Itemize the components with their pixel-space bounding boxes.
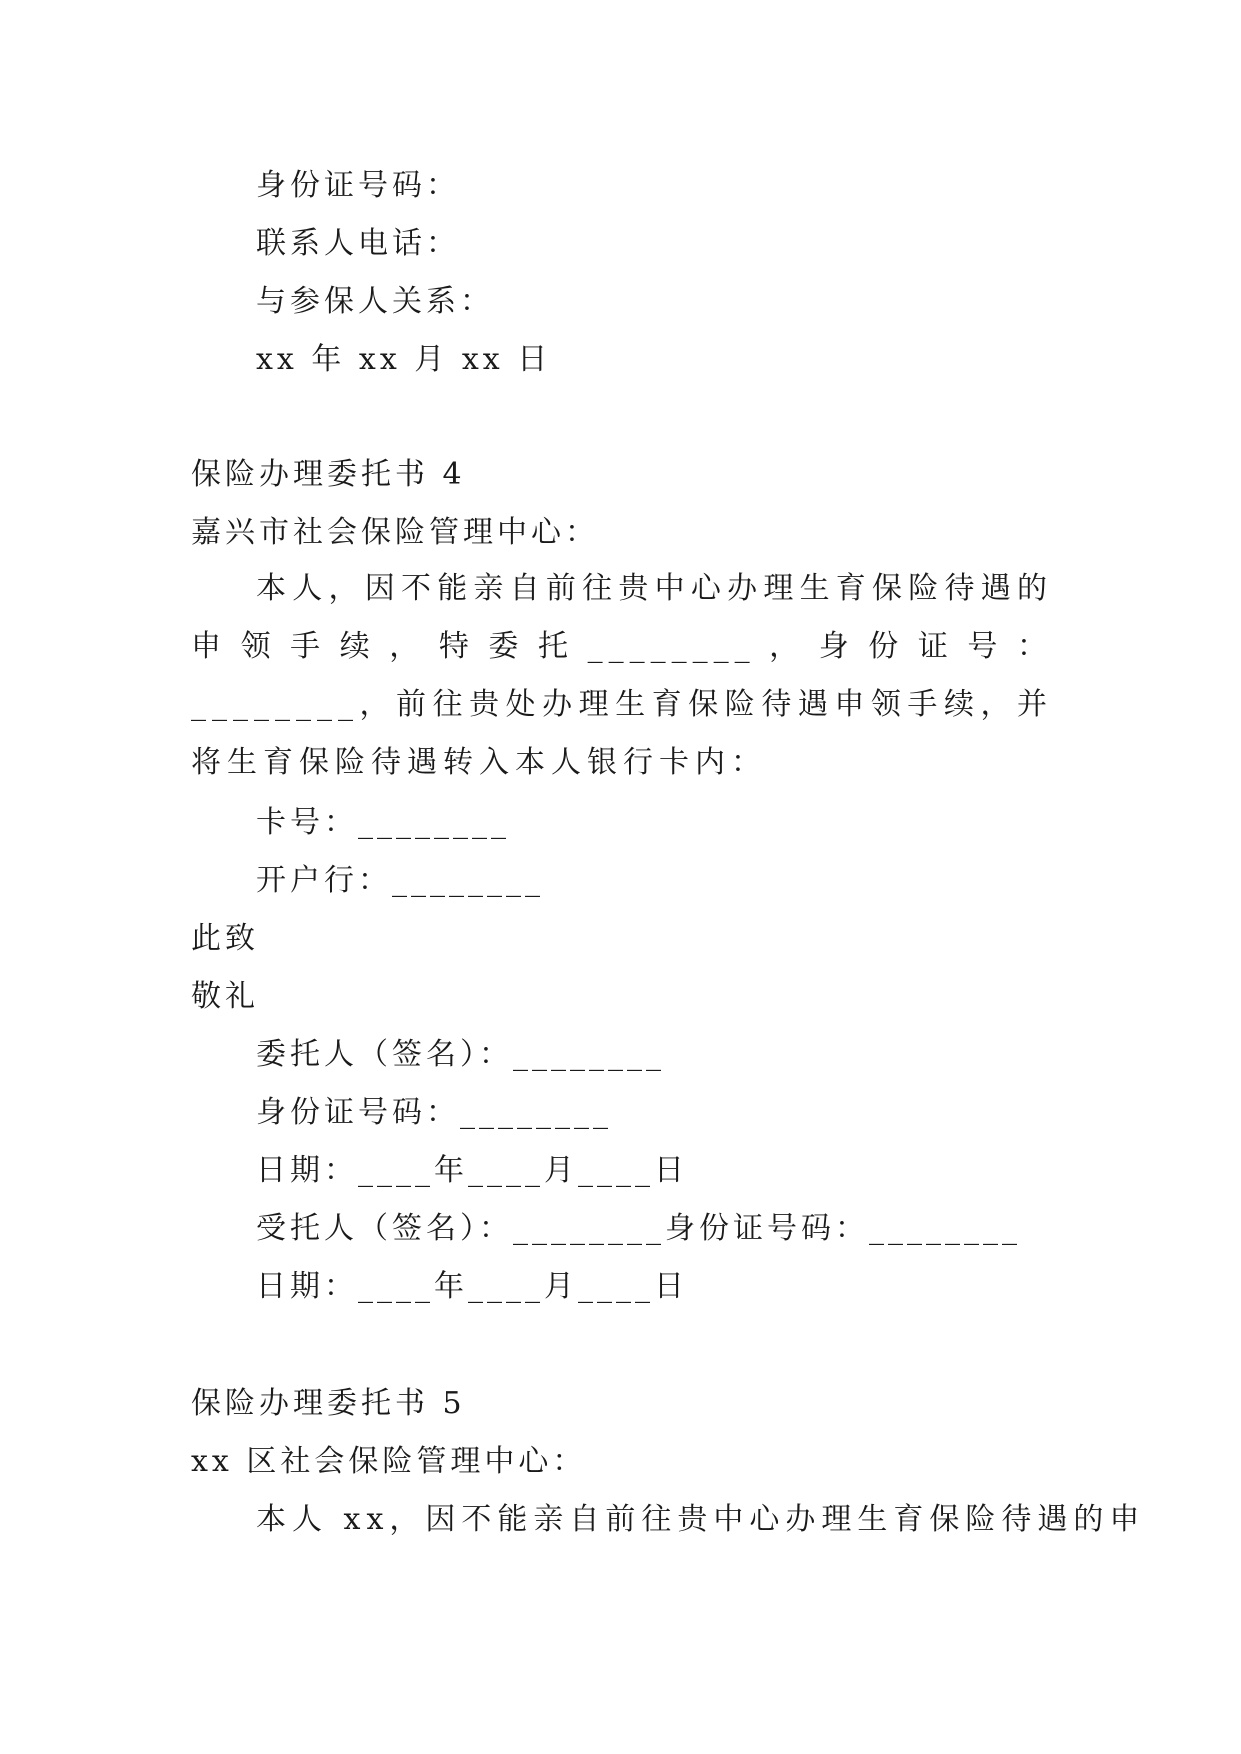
section4-title: 保险办理委托书 4 (191, 457, 466, 492)
section4-body: 本人，因不能亲自前往贵中心办理生育保险待遇的申领手续，特委托________，身份证号：________，前往贵处办理生育保险待遇申领手续，并将生育保险待遇转入本人银行卡内： (191, 571, 1053, 780)
contact-phone-label: 联系人电话： (256, 226, 460, 261)
principal-signature-field: 委托人（签名）：________ (256, 1037, 665, 1072)
section5-body: 本人 xx，因不能亲自前往贵中心办理生育保险待遇的申 (256, 1502, 1146, 1537)
closing-regards: 敬礼 (191, 979, 259, 1014)
bank-field: 开户行：________ (256, 863, 544, 898)
closing-salutation: 此致 (191, 921, 259, 956)
principal-id-field: 身份证号码：________ (256, 1095, 612, 1130)
section5-addressee: xx 区社会保险管理中心： (191, 1444, 587, 1479)
id-number-label: 身份证号码： (256, 168, 460, 203)
section4-addressee: 嘉兴市社会保险管理中心： (191, 515, 599, 550)
date-line: xx 年 xx 月 xx 日 (256, 342, 552, 377)
agent-signature-field: 受托人（签名）：________身份证号码：________ (256, 1211, 1021, 1246)
card-number-field: 卡号：________ (256, 805, 510, 840)
relationship-label: 与参保人关系： (256, 284, 494, 319)
agent-date-field: 日期：____年____月____日 (256, 1269, 688, 1304)
section5-title: 保险办理委托书 5 (191, 1386, 466, 1421)
principal-date-field: 日期：____年____月____日 (256, 1153, 688, 1188)
